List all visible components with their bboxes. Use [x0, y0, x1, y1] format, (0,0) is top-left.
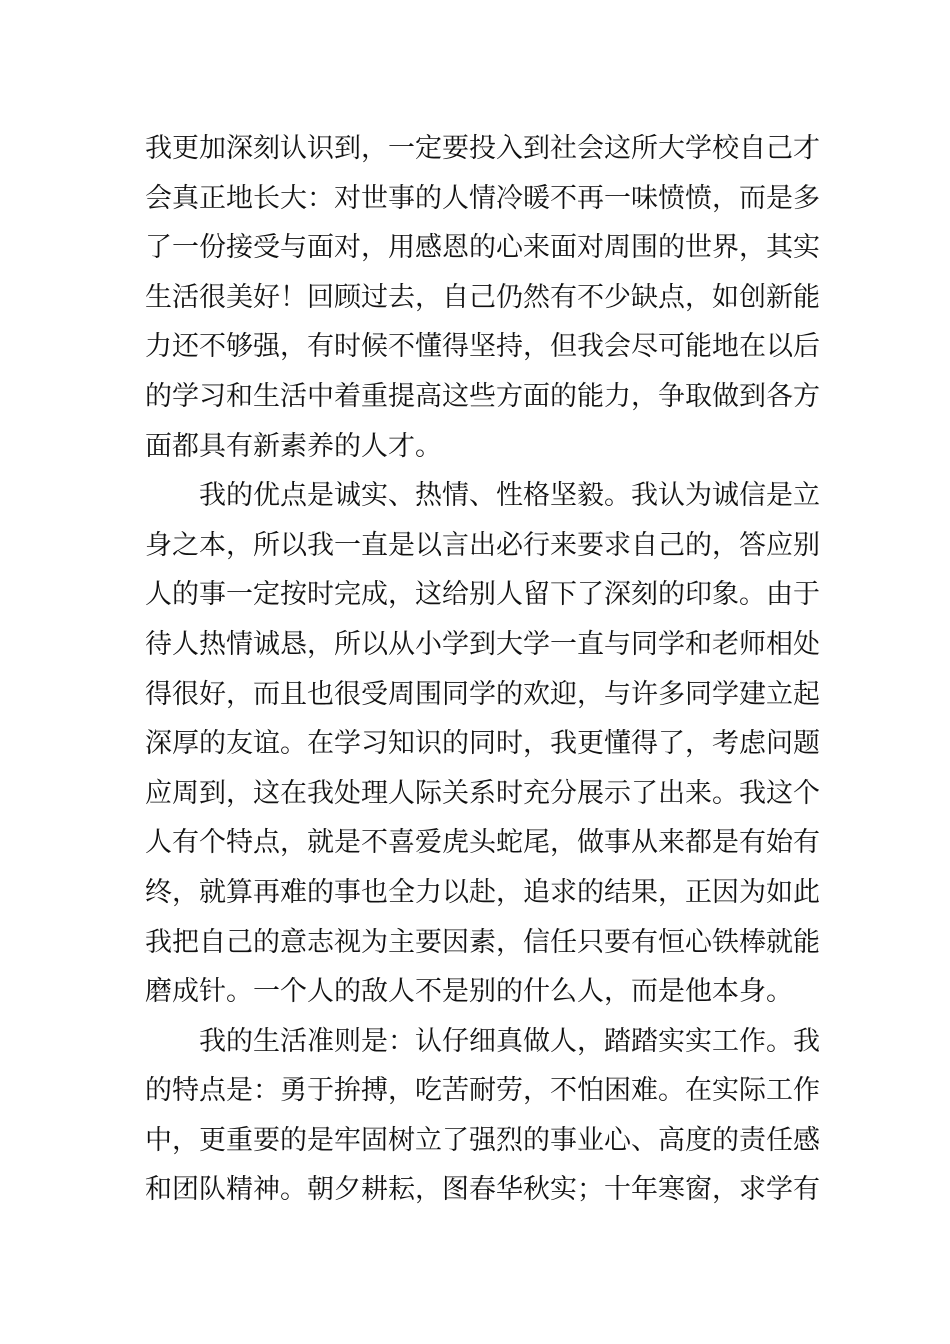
text-line: 我的生活准则是：认仔细真做人，踏踏实实工作。我: [199, 1025, 820, 1057]
text-line: 面都具有新素养的人才。: [145, 430, 442, 462]
text-line: 我把自己的意志视为主要因素，信任只要有恒心铁棒就能: [145, 926, 820, 958]
text-line: 力还不够强，有时候不懂得坚持，但我会尽可能地在以后: [145, 331, 820, 363]
paragraph-3: [145, 1017, 820, 1215]
paragraph-2: [145, 471, 820, 1017]
text-line: 的学习和生活中着重提高这些方面的能力，争取做到各方: [145, 380, 820, 412]
text-line: 我更加深刻认识到，一定要投入到社会这所大学校自己才: [145, 133, 820, 164]
text-line: 磨成针。一个人的敌人不是别的什么人，而是他本身。: [145, 976, 793, 1008]
text-line: 待人热情诚恳，所以从小学到大学一直与同学和老师相处: [145, 628, 820, 660]
text-line: 应周到，这在我处理人际关系时充分展示了出来。我这个: [145, 777, 820, 809]
text-line: 生活很美好！回顾过去，自己仍然有不少缺点，如创新能: [145, 281, 820, 313]
body-text: [145, 124, 820, 1215]
text-line: 身之本，所以我一直是以言出必行来要求自己的，答应别: [145, 529, 820, 561]
text-line: 深厚的友谊。在学习知识的同时，我更懂得了，考虑问题: [145, 728, 820, 760]
text-line: 和团队精神。朝夕耕耘，图春华秋实；十年寒窗，求学有: [145, 1174, 820, 1206]
text-line: 人的事一定按时完成，这给别人留下了深刻的印象。由于: [145, 579, 820, 611]
text-line: 会真正地长大：对世事的人情冷暖不再一味愤愤，而是多: [145, 182, 820, 214]
text-line: 中，更重要的是牢固树立了强烈的事业心、高度的责任感: [145, 1124, 820, 1156]
text-line: 我的优点是诚实、热情、性格坚毅。我认为诚信是立: [199, 480, 820, 512]
text-line: 的特点是：勇于拚搏，吃苦耐劳，不怕困难。在实际工作: [145, 1075, 820, 1107]
paragraph-1: [145, 124, 820, 471]
text-line: 终，就算再难的事也全力以赴，追求的结果，正因为如此: [145, 876, 820, 908]
text-line: 得很好，而且也很受周围同学的欢迎，与许多同学建立起: [145, 678, 820, 710]
text-line: 了一份接受与面对，用感恩的心来面对周围的世界，其实: [145, 232, 820, 264]
text-line: 人有个特点，就是不喜爱虎头蛇尾，做事从来都是有始有: [145, 827, 820, 859]
